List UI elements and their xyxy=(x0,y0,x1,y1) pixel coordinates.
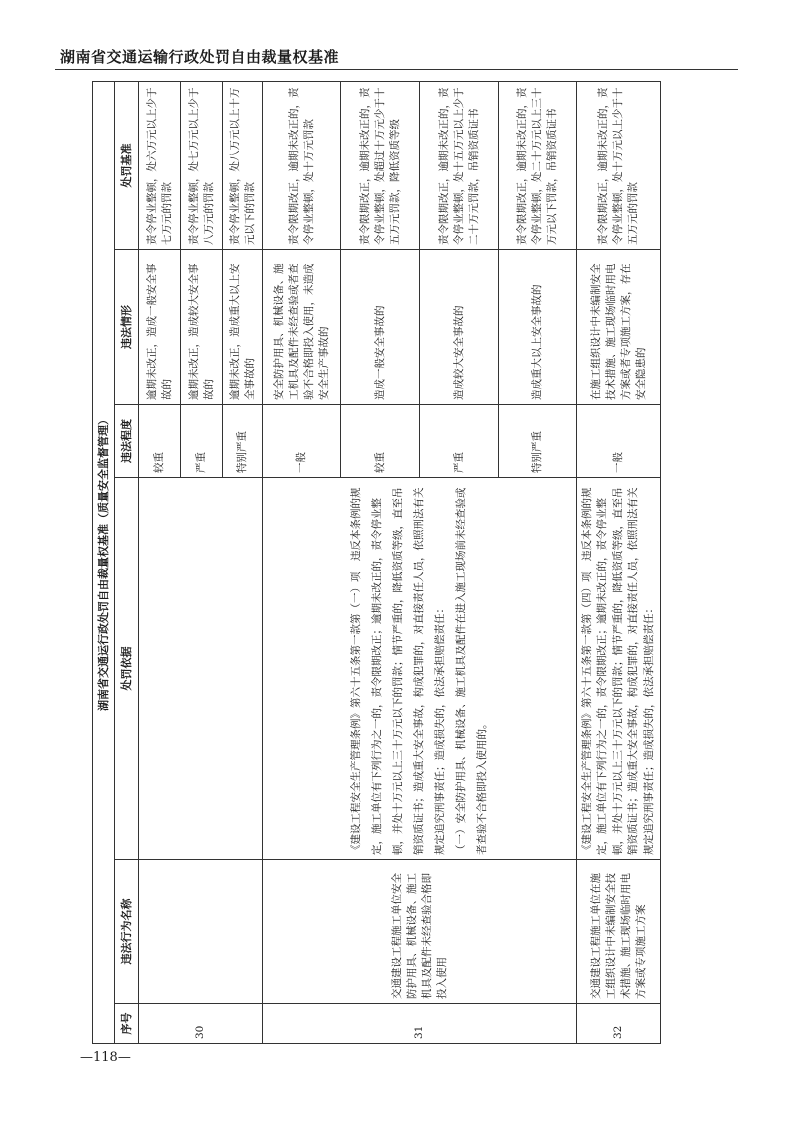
degree-cell: 一般 xyxy=(577,405,661,478)
rotated-table-container xyxy=(92,82,660,1044)
table-row xyxy=(263,82,341,1044)
degree-cell: 特别严重 xyxy=(223,405,263,478)
column-header-situation: 违法情形 xyxy=(115,250,139,405)
degree-cell: 较重 xyxy=(341,405,420,478)
header-rule xyxy=(55,69,738,70)
degree-cell: 严重 xyxy=(420,405,499,478)
legal-basis-cell xyxy=(139,478,263,860)
situation-cell: 造成一般安全事故的 xyxy=(341,250,420,405)
page-number: —118— xyxy=(80,1050,131,1065)
degree-cell: 特别严重 xyxy=(499,405,577,478)
penalty-cell: 责令限期改正，逾期未改正的，责令停业整顿，处十五万元以上少于二十万元罚款，吊销资质证书 xyxy=(420,82,499,250)
situation-cell: 造成较大安全事故的 xyxy=(420,250,499,405)
column-header-violation-name: 违法行为名称 xyxy=(115,860,139,1004)
column-header-penalty: 处罚基准 xyxy=(115,82,139,250)
situation-cell: 造成重大以上安全事故的 xyxy=(499,250,577,405)
penalty-cell: 责令停业整顿，处六万元以上少于七万元的罚款 xyxy=(139,82,181,250)
penalty-cell: 责令限期改正，逾期未改正的，责令停业整顿，处二十万元以上三十万元以下罚款，吊销资质证书 xyxy=(499,82,577,250)
violation-name-cell xyxy=(139,860,263,1004)
table-title: 湖南省交通运行政处罚自由裁量权基准（质量安全监督管理） xyxy=(93,82,115,1044)
running-header: 湖南省交通运输行政处罚自由裁量权基准 xyxy=(60,48,340,66)
penalty-cell: 责令停业整顿，处七万元以上少于八万元的罚款 xyxy=(181,82,223,250)
legal-basis-cell xyxy=(263,478,577,860)
column-header-degree: 违法程度 xyxy=(115,405,139,478)
violation-name-cell: 交通建设工程施工单位在施工组织设计中未编制安全技术措施、施工现场临时用电方案或专项施工方案 xyxy=(577,860,661,1004)
degree-cell: 严重 xyxy=(181,405,223,478)
degree-cell: 一般 xyxy=(263,405,341,478)
penalty-cell: 责令限期改正，逾期未改正的，责令停业整顿，处十万元以上少于十五万元的罚款 xyxy=(577,82,661,250)
situation-cell: 在施工组织设计中未编制安全技术措施、施工现场临时用电方案或者专项施工方案，存在安全隐患的 xyxy=(577,250,661,405)
column-header-number: 序号 xyxy=(115,1004,139,1044)
degree-cell: 较重 xyxy=(139,405,181,478)
penalty-standard-table xyxy=(92,81,661,1044)
violation-name-cell: 交通建设工程施工单位安全防护用具、机械设备、施工机具及配件未经查验合格即投入使用 xyxy=(263,860,577,1004)
penalty-cell: 责令停业整顿，处八万元以上十万元以下的罚款 xyxy=(223,82,263,250)
penalty-cell: 责令限期改正，逾期未改正的，责令停业整顿，处超过十万元少于十五万元罚款，降低资质等级 xyxy=(341,82,420,250)
row-number: 32 xyxy=(577,1004,661,1044)
situation-cell: 逾期未改正，造成较大安全事故的 xyxy=(181,250,223,405)
situation-cell: 安全防护用具、机械设备、施工机具及配件未经查验或者查验不合格即投入使用，未造成安全生产事故的 xyxy=(263,250,341,405)
penalty-cell: 责令限期改正，逾期未改正的，责令停业整顿，处十万元罚款 xyxy=(263,82,341,250)
legal-basis-cell: 《建设工程安全生产管理条例》第六十五条第一款第（四）项 违反本条例的规定，施工单位有下列行为之一的，责令限期改正；逾期未改正的，责令停业整顿，并处十万元以上三十万元以下的罚款；情节严重的，降低资质等级，直至吊销资质证书；造成重大安全事故，构成犯罪的，对直接责任人员，依照刑法有关规定追究刑事责任；造成损失的，依法承担赔偿责任： xyxy=(577,478,661,860)
row-number: 30 xyxy=(139,1004,263,1044)
legal-basis-item: （一）安全防护用具、机械设备、施工机具及配件在进入施工现场前未经查验或者查验不合格即投入使用的。 xyxy=(455,487,488,855)
table-row xyxy=(577,82,661,1044)
situation-cell: 逾期未改正，造成一般安全事故的 xyxy=(139,250,181,405)
situation-cell: 逾期未改正，造成重大以上安全事故的 xyxy=(223,250,263,405)
legal-basis-text: 《建设工程安全生产管理条例》第六十五条第一款第（一）项 违反本条例的规定，施工单位有下列行为之一的，责令限期改正；逾期未改正的，责令停业整顿，并处十万元以上三十万元以下的罚款；情节严重的，降低资质等级，直至吊销资质证书；造成重大安全事故，构成犯罪的，对直接责任人员，依照刑法有关规定追究刑事责任；造成损失的，依法承担赔偿责任： xyxy=(350,487,446,855)
row-number: 31 xyxy=(263,1004,577,1044)
table-row xyxy=(139,82,181,1044)
column-header-legal-basis: 处罚依据 xyxy=(115,478,139,860)
